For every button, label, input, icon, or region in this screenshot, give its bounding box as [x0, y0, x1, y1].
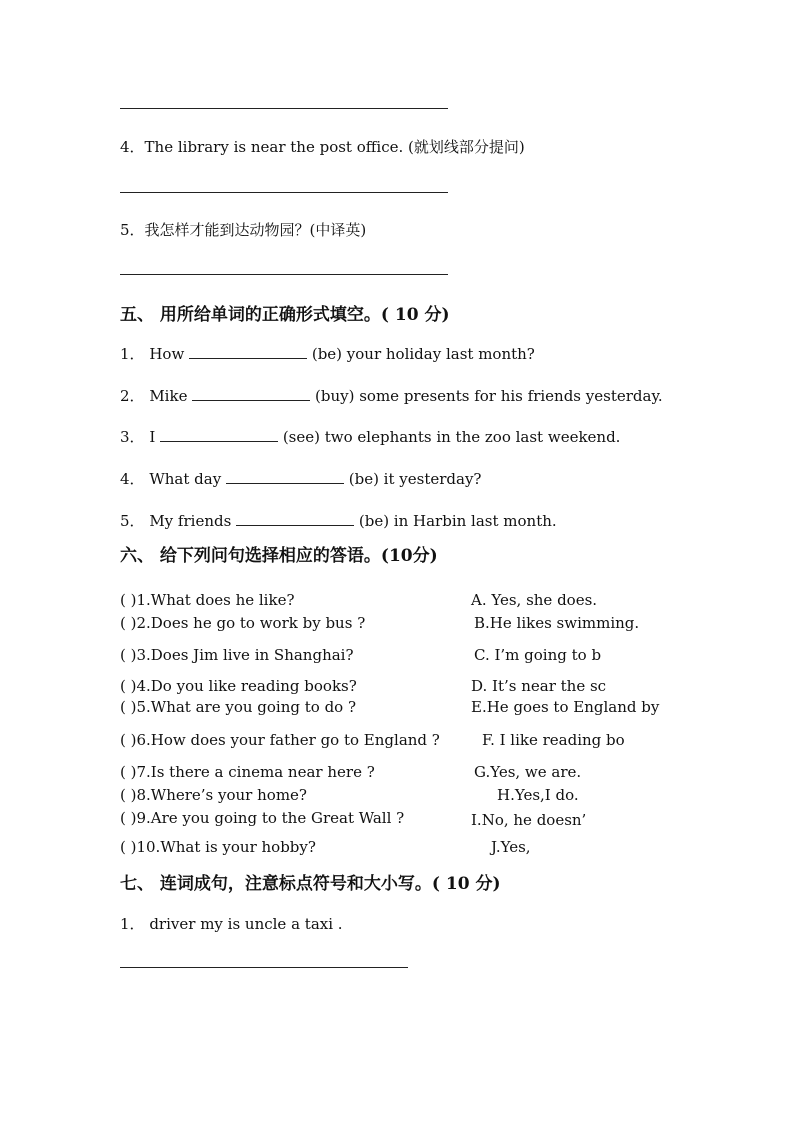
matching-question: ( )10.What is your hobby?	[120, 838, 316, 856]
question-text: 我怎样才能到达动物园？(中译英)	[144, 221, 367, 239]
matching-answer: H.Yes,I do.	[497, 786, 579, 804]
matching-question: ( )8.Where’s your home?	[120, 786, 307, 804]
item-number: 4．	[120, 470, 145, 488]
answer-line-part4-q4	[120, 192, 448, 193]
item-number: 2．	[120, 387, 145, 405]
item-before-text: What day	[149, 470, 222, 488]
matching-answer: B.He likes swimming.	[474, 614, 640, 632]
fill-blank-line[interactable]	[236, 511, 354, 526]
question-number: 5．	[120, 221, 145, 239]
item-before-text: My friends	[149, 512, 232, 530]
item-before-text: How	[149, 345, 185, 363]
fill-blank-line[interactable]	[189, 344, 307, 359]
matching-answer: F. I like reading bo	[482, 731, 625, 749]
section-heading-part5: 五、 用所给单词的正确形式填空。( 10 分)	[120, 305, 450, 325]
matching-question: ( )3.Does Jim live in Shanghai?	[120, 646, 354, 664]
matching-question: ( )1.What does he like?	[120, 591, 295, 609]
item-after-text: (be) in Harbin last month.	[358, 512, 557, 530]
item-before-text: Mike	[149, 387, 188, 405]
matching-answer: J.Yes,	[491, 838, 531, 856]
matching-answer: G.Yes, we are.	[474, 763, 582, 781]
matching-question: ( )5.What are you going to do ?	[120, 698, 357, 716]
item-number: 5．	[120, 512, 145, 530]
matching-answer: E.He goes to England by	[471, 698, 660, 716]
item-text: driver my is uncle a taxi .	[149, 915, 343, 933]
item-number: 1．	[120, 345, 145, 363]
matching-answer: I.No, he doesn’	[471, 811, 587, 829]
fill-blank-line[interactable]	[192, 386, 310, 401]
matching-question: ( )7.Is there a cinema near here ?	[120, 763, 375, 781]
item-number: 3．	[120, 428, 145, 446]
section-heading-part6: 六、 给下列问句选择相应的答语。(10分)	[120, 546, 438, 566]
fill-blank-item	[120, 343, 535, 364]
matching-question: ( )6.How does your father go to England ?	[120, 731, 440, 749]
sentence-ordering-item	[120, 913, 343, 934]
matching-answer: C. I’m going to b	[474, 646, 602, 664]
fill-blank-item	[120, 468, 481, 489]
fill-blank-item	[120, 426, 620, 447]
item-after-text: (be) your holiday last month?	[311, 345, 535, 363]
item-after-text: (buy) some presents for his friends yesterday.	[315, 387, 663, 405]
item-number: 1．	[120, 915, 145, 933]
fill-blank-line[interactable]	[160, 427, 278, 442]
answer-line-part4-q5	[120, 274, 448, 275]
item-after-text: (be) it yesterday?	[348, 470, 482, 488]
matching-question: ( )2.Does he go to work by bus ?	[120, 614, 366, 632]
answer-line-part7-q1	[120, 967, 408, 968]
question-number: 4．	[120, 138, 145, 156]
part4-question-5	[120, 219, 366, 240]
fill-blank-item	[120, 385, 663, 406]
item-after-text: (see) two elephants in the zoo last weekend.	[282, 428, 621, 446]
matching-answer: A. Yes, she does.	[471, 591, 598, 609]
matching-question: ( )4.Do you like reading books?	[120, 677, 357, 695]
item-before-text: I	[149, 428, 156, 446]
fill-blank-line[interactable]	[226, 469, 344, 484]
section-heading-part7: 七、 连词成句，注意标点符号和大小写。( 10 分)	[120, 874, 501, 894]
fill-blank-item	[120, 510, 557, 531]
question-text: The library is near the post office. (就划线部分提问)	[144, 138, 525, 156]
part4-question-4	[120, 136, 525, 157]
matching-question: ( )9.Are you going to the Great Wall ?	[120, 809, 405, 827]
matching-answer: D. It’s near the sc	[471, 677, 607, 695]
answer-line-part4-q3	[120, 108, 448, 109]
